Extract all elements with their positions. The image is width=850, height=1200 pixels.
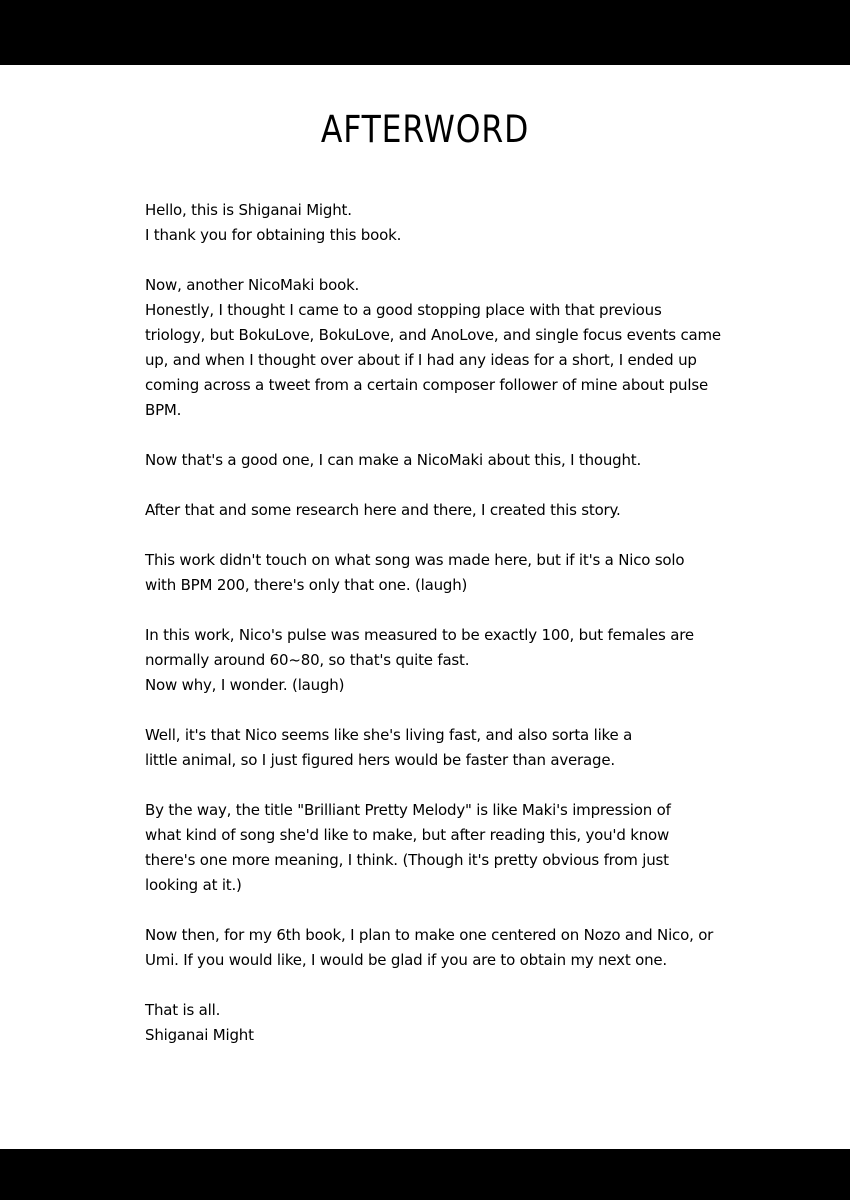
paragraph-another-book [145, 273, 721, 423]
afterword-body [145, 198, 721, 1073]
text-line: By the way, the title "Brilliant Pretty Melody" is like Maki's impression of [145, 801, 671, 819]
text-line: coming across a tweet from a certain composer follower of mine about pulse [145, 376, 708, 394]
paragraph-greeting [145, 198, 685, 248]
paragraph-living-fast [145, 723, 685, 773]
paragraph-research [145, 498, 685, 523]
author-signature: Shiganai Might [145, 1026, 254, 1044]
paragraph-pulse [145, 623, 694, 698]
text-line: triology, but BokuLove, BokuLove, and AnoLove, and single focus events came [145, 326, 721, 344]
text-line: little animal, so I just figured hers would be faster than average. [145, 751, 615, 769]
text-line: BPM. [145, 401, 182, 419]
text-line: Hello, this is Shiganai Might. [145, 201, 352, 219]
text-line: up, and when I thought over about if I had any ideas for a short, I ended up [145, 351, 697, 369]
text-line: there's one more meaning, I think. (Though it's pretty obvious from just [145, 851, 669, 869]
bottom-black-bar [0, 1149, 850, 1200]
paragraph-title-meaning [145, 798, 685, 898]
text-line: After that and some research here and there, I created this story. [145, 501, 621, 519]
text-line: In this work, Nico's pulse was measured to be exactly 100, but females are [145, 626, 694, 644]
text-line: Now that's a good one, I can make a NicoMaki about this, I thought. [145, 451, 642, 469]
text-line: I thank you for obtaining this book. [145, 226, 402, 244]
text-line: normally around 60~80, so that's quite fast. [145, 651, 470, 669]
text-line: That is all. [145, 1001, 221, 1019]
text-line: Umi. If you would like, I would be glad if you are to obtain my next one. [145, 951, 667, 969]
text-line: Now, another NicoMaki book. [145, 276, 360, 294]
text-line: with BPM 200, there's only that one. (laugh) [145, 576, 468, 594]
top-black-bar [0, 0, 850, 65]
paragraph-signoff [145, 998, 685, 1048]
paragraph-song [145, 548, 685, 598]
text-line: This work didn't touch on what song was made here, but if it's a Nico solo [145, 551, 685, 569]
paragraph-good-one [145, 448, 685, 473]
paragraph-next-book [145, 923, 714, 973]
text-line: Honestly, I thought I came to a good stopping place with that previous [145, 301, 662, 319]
text-line: Now then, for my 6th book, I plan to make one centered on Nozo and Nico, or [145, 926, 714, 944]
text-line: what kind of song she'd like to make, but after reading this, you'd know [145, 826, 670, 844]
page-title: AFTERWORD [320, 108, 530, 151]
text-line: Well, it's that Nico seems like she's living fast, and also sorta like a [145, 726, 633, 744]
text-line: looking at it.) [145, 876, 242, 894]
text-line: Now why, I wonder. (laugh) [145, 676, 345, 694]
